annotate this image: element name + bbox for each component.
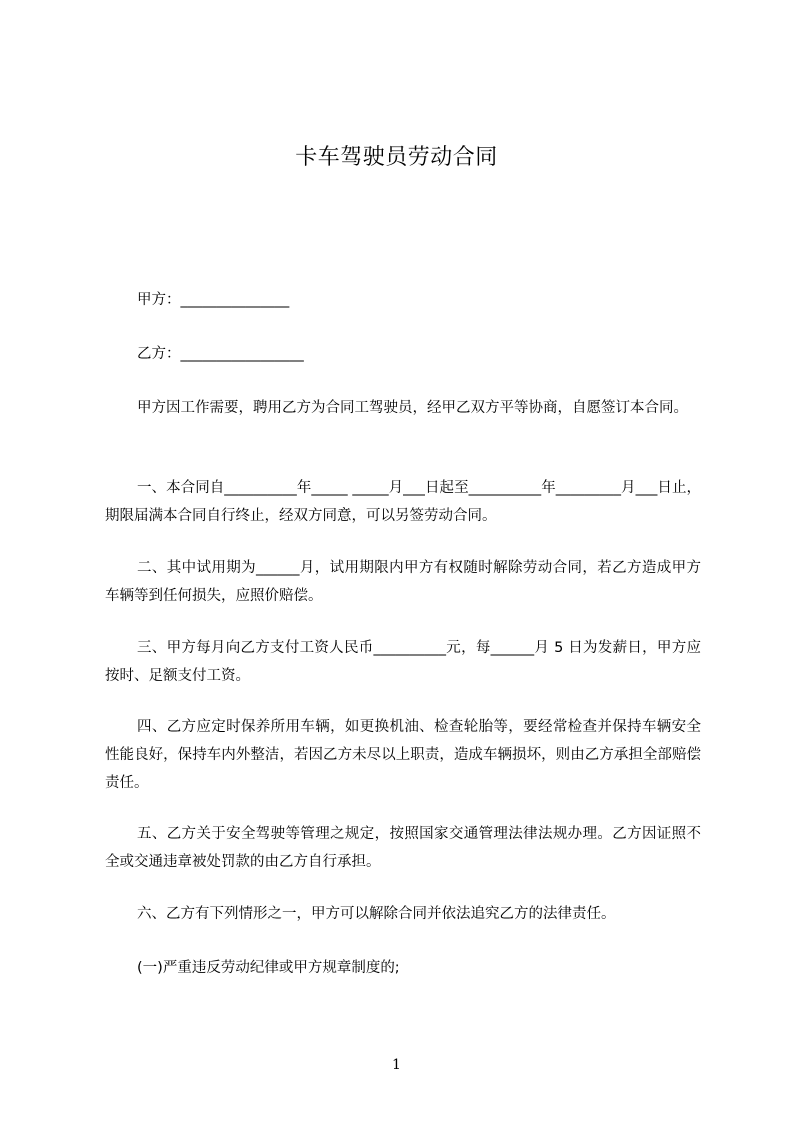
preamble-paragraph: 甲方因工作需要，聘用乙方为合同工驾驶员，经甲乙双方平等协商，自愿签订本合同。 (137, 400, 688, 416)
clause-6-item-1: (一)严重违反劳动纪律或甲方规章制度的; (137, 960, 400, 976)
party-a-line: 甲方：_______________ (137, 292, 290, 308)
clause-4-maintenance: 四、乙方应定时保养所用车辆，如更换机油、检查轮胎等，要经常检查并保持车辆安全性能良好，保持车内外整洁，若因乙方未尽以上职责，造成车辆损坏，则由乙方承担全部赔偿责任。 (105, 719, 701, 791)
clause-5-safety: 五、乙方关于安全驾驶等管理之规定，按照国家交通管理法律法规办理。乙方因证照不全或交通违章被处罚款的由乙方自行承担。 (105, 826, 701, 870)
clause-3-wages: 三、甲方每月向乙方支付工资人民币__________元，每______月 5 日为发薪日，甲方应按时、足额支付工资。 (105, 640, 701, 684)
party-b-line: 乙方：_________________ (137, 346, 304, 362)
clause-1-term: 一、本合同自__________年_____ _____月___日起至__________年_________月___日止，期限届满本合同自行终止，经双方同意，可以另签劳动合同。 (105, 480, 701, 524)
document-title: 卡车驾驶员劳动合同 (295, 145, 498, 170)
clause-6-termination: 六、乙方有下列情形之一，甲方可以解除合同并依法追究乙方的法律责任。 (137, 906, 616, 922)
clause-2-probation: 二、其中试用期为______月，试用期限内甲方有权随时解除劳动合同，若乙方造成甲方车辆等到任何损失，应照价赔偿。 (105, 560, 701, 604)
page-number: 1 (392, 1057, 401, 1073)
